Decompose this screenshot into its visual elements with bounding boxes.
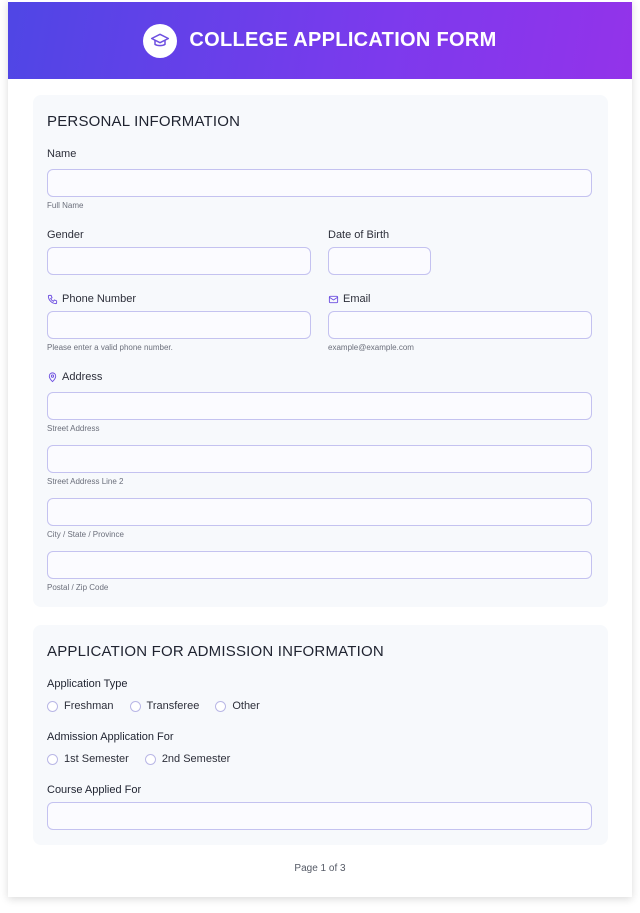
radio-label: 1st Semester <box>64 753 129 765</box>
radio-label: Transferee <box>146 700 200 712</box>
section-title: APPLICATION FOR ADMISSION INFORMATION <box>47 643 384 660</box>
radio-label: Freshman <box>64 700 114 712</box>
radio-2nd-semester[interactable] <box>145 753 230 765</box>
address-sublabel: Street Address Line 2 <box>47 477 124 486</box>
phone-input[interactable] <box>47 311 311 339</box>
radio-1st-semester[interactable] <box>47 753 129 765</box>
radio-label: Other <box>232 700 260 712</box>
application-type-label: Application Type <box>47 678 128 690</box>
dob-label: Date of Birth <box>328 229 390 241</box>
postal-code-input[interactable] <box>47 551 592 579</box>
graduation-cap-icon <box>143 24 177 58</box>
radio-circle[interactable] <box>47 701 58 712</box>
email-sublabel: example@example.com <box>328 343 414 352</box>
address-sublabel: Street Address <box>47 424 100 433</box>
address-label <box>47 371 102 383</box>
radio-transferee[interactable] <box>130 700 200 712</box>
full-name-sublabel: Full Name <box>47 201 84 210</box>
street-address-line2-input[interactable] <box>47 445 592 473</box>
radio-freshman[interactable] <box>47 700 114 712</box>
course-label: Course Applied For <box>47 784 142 796</box>
radio-label: 2nd Semester <box>161 753 231 765</box>
page-indicator: Page 1 of 3 <box>294 863 346 874</box>
form-header <box>8 2 632 79</box>
location-pin-icon <box>47 371 58 383</box>
name-label: Name <box>47 148 77 160</box>
radio-circle[interactable] <box>130 701 141 712</box>
course-input[interactable] <box>47 802 592 830</box>
phone-label <box>47 293 136 305</box>
date-of-birth-input[interactable] <box>328 247 431 275</box>
email-label <box>328 293 371 305</box>
email-label-text: Email <box>343 293 371 305</box>
section-title: PERSONAL INFORMATION <box>47 113 241 130</box>
radio-circle[interactable] <box>47 754 58 765</box>
radio-other[interactable] <box>215 700 260 712</box>
city-state-input[interactable] <box>47 498 592 526</box>
gender-input[interactable] <box>47 247 311 275</box>
form-title: COLLEGE APPLICATION FORM <box>189 29 497 51</box>
full-name-input[interactable] <box>47 169 592 197</box>
application-type-radio-group <box>47 700 276 712</box>
address-label-text: Address <box>62 371 103 383</box>
radio-circle[interactable] <box>145 754 156 765</box>
phone-label-text: Phone Number <box>62 293 136 305</box>
gender-label: Gender <box>47 229 84 241</box>
street-address-input[interactable] <box>47 392 592 420</box>
email-input[interactable] <box>328 311 592 339</box>
admission-for-label: Admission Application For <box>47 731 174 743</box>
mail-icon <box>328 294 339 305</box>
address-sublabel: City / State / Province <box>47 530 124 539</box>
address-sublabel: Postal / Zip Code <box>47 583 109 592</box>
admission-for-radio-group <box>47 753 246 765</box>
phone-icon <box>47 294 58 305</box>
radio-circle[interactable] <box>215 701 226 712</box>
phone-sublabel: Please enter a valid phone number. <box>47 343 173 352</box>
